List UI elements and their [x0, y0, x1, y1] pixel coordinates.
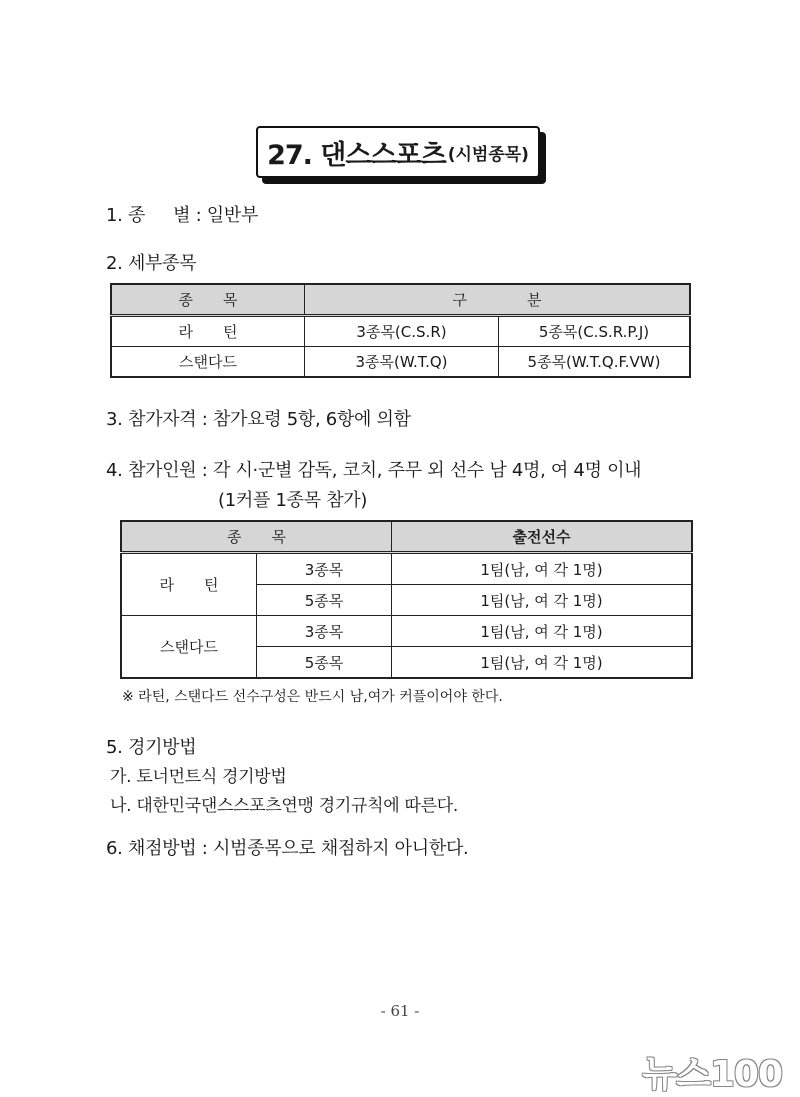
- section-4-line-2: (1커플 1종목 참가): [218, 490, 368, 511]
- table-group-cell: 라 틴: [121, 553, 257, 616]
- section-2-heading: 2. 세부종목: [106, 253, 197, 274]
- page-subtitle: (시범종목): [447, 144, 529, 165]
- table-row: [111, 347, 690, 378]
- table-row: [111, 316, 690, 347]
- section-6: 6. 채점방법 : 시범종목으로 채점하지 아니한다.: [106, 838, 469, 859]
- table-note: ※ 라틴, 스탠다드 선수구성은 반드시 남,여가 커플이어야 한다.: [122, 689, 503, 705]
- page-title-box: [256, 126, 540, 178]
- table-cell: 1팀(남, 여 각 1명): [392, 553, 693, 585]
- section-5-item-b: 나. 대한민국댄스스포츠연맹 경기규칙에 따른다.: [110, 796, 458, 816]
- table-cell: 5종목(W.T.Q.F.VW): [499, 347, 691, 378]
- section-1: [106, 201, 258, 227]
- table-cell: 1팀(남, 여 각 1명): [392, 585, 693, 616]
- table-row: [121, 553, 692, 585]
- table-cell: 5종목(C.S.R.P.J): [499, 316, 691, 347]
- participant-table: [120, 520, 693, 679]
- table-cell: 스탠다드: [111, 347, 305, 378]
- table-cell: 1팀(남, 여 각 1명): [392, 616, 693, 647]
- page-title: 27. 댄스스포츠: [267, 139, 446, 171]
- event-detail-table: [110, 283, 691, 378]
- section-5-item-a: 가. 토너먼트식 경기방법: [110, 767, 287, 787]
- table-header: 구 분: [305, 284, 691, 316]
- table-cell: 5종목: [257, 647, 392, 679]
- section-3: 3. 참가자격 : 참가요령 5항, 6항에 의함: [106, 409, 411, 430]
- table-header: 출전선수: [392, 521, 693, 553]
- table-cell: 5종목: [257, 585, 392, 616]
- table-cell: 3종목(W.T.Q): [305, 347, 499, 378]
- table-row: [121, 616, 692, 647]
- section-1-number: 1. 종: [106, 205, 146, 226]
- table-group-cell: 스탠다드: [121, 616, 257, 679]
- table-cell: 3종목(C.S.R): [305, 316, 499, 347]
- section-4-line-1: 4. 참가인원 : 각 시·군별 감독, 코치, 주무 외 선수 남 4명, 여 4명 이내: [106, 460, 642, 481]
- table-cell: 1팀(남, 여 각 1명): [392, 647, 693, 679]
- section-1-text: 별 : 일반부: [173, 205, 259, 226]
- table-cell: 라 틴: [111, 316, 305, 347]
- table-cell: 3종목: [257, 616, 392, 647]
- page-number: - 61 -: [380, 1002, 420, 1020]
- section-5-heading: 5. 경기방법: [106, 737, 197, 758]
- watermark-logo: 뉴스100: [642, 1054, 782, 1095]
- table-header: 종 목: [121, 521, 392, 553]
- table-header: 종 목: [111, 284, 305, 316]
- table-cell: 3종목: [257, 553, 392, 585]
